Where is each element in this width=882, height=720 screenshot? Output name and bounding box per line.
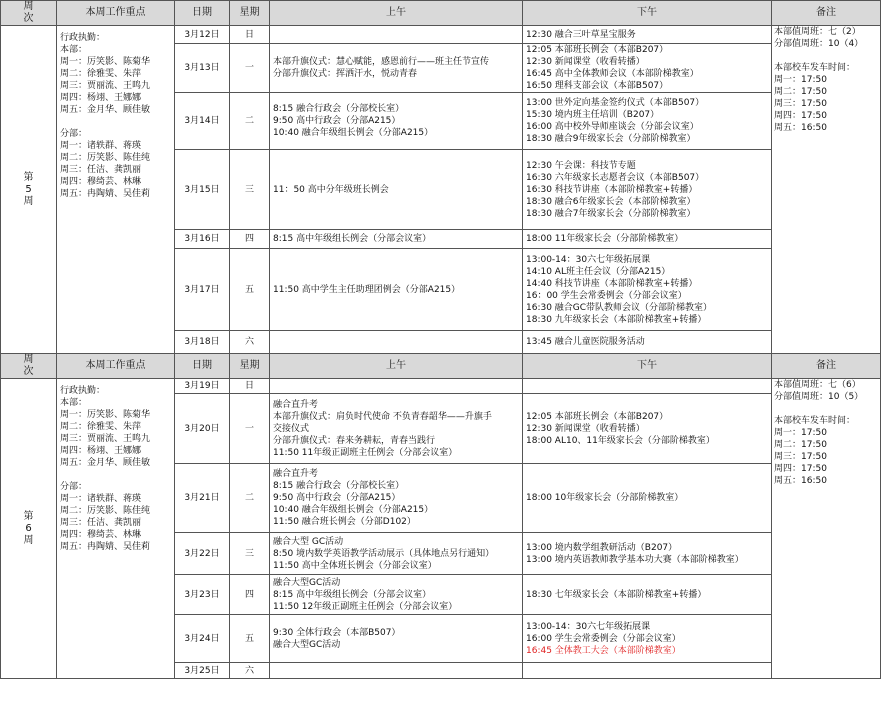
event-line: 13:45 融合儿童医院服务活动 xyxy=(526,337,645,347)
weekday-cell: 二 xyxy=(230,93,270,150)
event-line: 8:15 高中年级组长例会（分部会议室） xyxy=(273,589,432,600)
remark-line xyxy=(774,403,880,415)
duty-line: 周四：杨翊、王娜娜 xyxy=(60,446,142,456)
week-label: 第 6 周 xyxy=(1,379,57,679)
duty-line: 本部： xyxy=(60,45,88,55)
event-line: 融合大型GC活动 xyxy=(273,577,341,588)
duty-line: 周四：穆绮芸、林琳 xyxy=(60,177,142,187)
event-line: 18:30 融合6年级家长会（本部阶梯教室） xyxy=(526,196,696,207)
duty-line: 周四：杨翊、王娜娜 xyxy=(60,93,142,103)
morning-events xyxy=(270,93,523,150)
event-line: 融合大型 GC活动 xyxy=(273,536,344,547)
event-line: 16:30 六年级家长志愿者会议（本部B507） xyxy=(526,172,705,183)
duty-line: 周三：贾丽流、王鸣九 xyxy=(60,434,151,444)
date-cell: 3月20日 xyxy=(175,394,230,464)
duty-line: 分部： xyxy=(60,129,88,139)
weekday-cell: 六 xyxy=(230,663,270,679)
event-line: 融合直升考 xyxy=(273,399,319,410)
remark-header: 备注 xyxy=(772,1,881,26)
morning-events xyxy=(270,663,523,679)
focus-header: 本周工作重点 xyxy=(57,354,175,379)
afternoon-events xyxy=(523,394,772,464)
weekday-cell: 日 xyxy=(230,26,270,44)
header-row xyxy=(1,1,881,26)
remark-line: 周四：17:50 xyxy=(774,464,827,474)
date-cell: 3月17日 xyxy=(175,249,230,331)
morning-events xyxy=(270,394,523,464)
duty-line: 周五：金月华、顾佳敏 xyxy=(60,105,151,115)
event-line: 18:00 11年级家长会（分部阶梯教室） xyxy=(526,234,684,244)
event-line: 14:40 科技节讲座（本部阶梯教室+转播） xyxy=(526,278,698,289)
duty-line: 行政执勤： xyxy=(60,33,106,43)
weekday-cell: 一 xyxy=(230,394,270,464)
remarks xyxy=(772,26,881,354)
event-line: 16:45 高中全体教师会议（本部阶梯教室） xyxy=(526,69,699,79)
weekday-header: 星期 xyxy=(230,1,270,26)
event-line: 8:50 境内数学英语教学活动展示（具体地点另行通知） xyxy=(273,548,495,559)
event-line: 16:30 科技节讲座（本部阶梯教室+转播） xyxy=(526,184,698,195)
event-line: 10:40 融合年级组长例会（分部A215） xyxy=(273,128,434,138)
event-line: 9:50 高中行政会（分部A215） xyxy=(273,493,401,503)
duty-line: 周三：任洁、龚凯丽 xyxy=(60,165,142,175)
event-line: 12:30 午会课：科技节专题 xyxy=(526,160,636,171)
remark-line: 周三：17:50 xyxy=(774,99,827,109)
afternoon-events xyxy=(523,533,772,575)
duty-line: 分部： xyxy=(60,482,88,492)
duty-line: 周四：穆绮芸、林琳 xyxy=(60,530,142,540)
event-line: 12:30 新闻课堂（收看转播） xyxy=(526,57,645,67)
afternoon-events xyxy=(523,464,772,533)
afternoon-events xyxy=(523,230,772,249)
date-cell: 3月18日 xyxy=(175,331,230,354)
date-cell: 3月24日 xyxy=(175,615,230,663)
afternoon-events xyxy=(523,26,772,44)
morning-header: 上午 xyxy=(270,354,523,379)
remark-line: 本部值周班：七（2） xyxy=(774,27,861,37)
date-cell: 3月14日 xyxy=(175,93,230,150)
event-line: 16:00 学生会常委例会（分部会议室） xyxy=(526,633,681,644)
focus-header: 本周工作重点 xyxy=(57,1,175,26)
event-line: 13:00 境内数学组教研活动（B207） xyxy=(526,542,678,553)
event-line: 18:30 九年级家长会（本部阶梯教室+转播） xyxy=(526,314,707,325)
afternoon-header: 下午 xyxy=(523,354,772,379)
remark-line: 周一：17:50 xyxy=(774,75,827,85)
weekday-cell: 四 xyxy=(230,230,270,249)
date-cell: 3月12日 xyxy=(175,26,230,44)
event-line: 融合直升考 xyxy=(273,469,319,479)
event-line: 11:50 11年级正副班主任例会（分部会议室） xyxy=(273,447,458,458)
remark-line: 本部值周班：七（6） xyxy=(774,380,861,390)
morning-header: 上午 xyxy=(270,1,523,26)
remark-line: 周一：17:50 xyxy=(774,428,827,438)
date-cell: 3月25日 xyxy=(175,663,230,679)
duty-line: 行政执勤： xyxy=(60,386,106,396)
weekday-header: 星期 xyxy=(230,354,270,379)
date-cell: 3月21日 xyxy=(175,464,230,533)
event-line-highlight: 16:45 全体教工大会（本部阶梯教室） xyxy=(526,645,681,656)
afternoon-events xyxy=(523,575,772,615)
event-line: 18:00 10年级家长会（分部阶梯教室） xyxy=(526,493,684,503)
remark-line: 周三：17:50 xyxy=(774,452,827,462)
morning-events xyxy=(270,150,523,230)
duty-line: 周三：任洁、龚凯丽 xyxy=(60,518,142,528)
weekday-cell: 四 xyxy=(230,575,270,615)
morning-events xyxy=(270,26,523,44)
afternoon-events xyxy=(523,150,772,230)
event-line: 12:30 融合三叶草星宝服务 xyxy=(526,29,636,40)
weekday-cell: 五 xyxy=(230,249,270,331)
remark-line: 周二：17:50 xyxy=(774,440,827,450)
duty-line: 周一：厉笑影、陈菊华 xyxy=(60,410,151,420)
afternoon-events xyxy=(523,379,772,394)
event-line: 18:30 融合9年级家长会（分部阶梯教室） xyxy=(526,134,696,144)
date-cell: 3月23日 xyxy=(175,575,230,615)
date-cell: 3月19日 xyxy=(175,379,230,394)
duty-line: 周二：徐雅雯、朱萍 xyxy=(60,422,142,432)
date-cell: 3月16日 xyxy=(175,230,230,249)
duty-roster xyxy=(57,379,175,679)
event-line: 12:30 新闻课堂（收看转播） xyxy=(526,423,645,434)
afternoon-events xyxy=(523,93,772,150)
event-line: 15:30 境内班主任培训（B207） xyxy=(526,110,660,120)
duty-line: 周二：厉笑影、陈佳纯 xyxy=(60,153,151,163)
morning-events xyxy=(270,230,523,249)
event-line: 分部升旗仪式：春来务耕耘，青春当践行 xyxy=(273,435,436,446)
duty-line: 周一：诸轶群、蒋瑛 xyxy=(60,141,142,151)
event-line: 9:30 全体行政会（本部B507） xyxy=(273,627,401,638)
duty-line: 周二：徐雅雯、朱萍 xyxy=(60,69,142,79)
duty-line: 周一：厉笑影、陈菊华 xyxy=(60,57,151,67)
remark-line: 周五：16:50 xyxy=(774,123,827,133)
remark-line: 本部校车发车时间： xyxy=(774,63,856,73)
morning-events xyxy=(270,533,523,575)
event-line: 8:15 融合行政会（分部校长室） xyxy=(273,104,405,114)
event-line: 13:00 境内英语教师教学基本功大赛（本部阶梯教室） xyxy=(526,554,744,565)
morning-events xyxy=(270,249,523,331)
week-header: 周 次 xyxy=(1,354,57,379)
event-line: 本部升旗仪式：肩负时代使命 不负青春韶华——升旗手 xyxy=(273,411,492,422)
weekday-cell: 六 xyxy=(230,331,270,354)
afternoon-events xyxy=(523,663,772,679)
event-line: 18:00 AL10、11年级家长会（分部阶梯教室） xyxy=(526,435,715,446)
event-line: 13:00-14：30六七年级拓展课 xyxy=(526,621,651,632)
event-line: 16:50 理科支部会议（本部B507） xyxy=(526,81,669,91)
date-cell: 3月13日 xyxy=(175,44,230,93)
duty-line: 周五：冉陶婧、吴佳莉 xyxy=(60,189,151,199)
event-line: 12:05 本部班长例会（本部B207） xyxy=(526,45,669,55)
weekday-cell: 二 xyxy=(230,464,270,533)
weekday-cell: 五 xyxy=(230,615,270,663)
date-header: 日期 xyxy=(175,354,230,379)
duty-line: 周三：贾丽流、王鸣九 xyxy=(60,81,151,91)
event-line: 16:00 高中校外导师座谈会（分部会议室） xyxy=(526,122,699,132)
event-line: 11：50 高中分年级班长例会 xyxy=(273,184,389,195)
header-row xyxy=(1,354,881,379)
duty-line: 周五：冉陶婧、吴佳莉 xyxy=(60,542,151,552)
event-line: 12:05 本部班长例会（本部B207） xyxy=(526,411,669,422)
date-header: 日期 xyxy=(175,1,230,26)
duty-line: 周二：厉笑影、陈佳纯 xyxy=(60,506,151,516)
week-label: 第 5 周 xyxy=(1,26,57,354)
morning-events xyxy=(270,615,523,663)
day-row xyxy=(1,26,881,44)
remarks xyxy=(772,379,881,679)
afternoon-events xyxy=(523,331,772,354)
duty-line: 周五：金月华、顾佳敏 xyxy=(60,458,151,468)
duty-line: 本部： xyxy=(60,398,88,408)
weekday-cell: 三 xyxy=(230,150,270,230)
remark-line: 周四：17:50 xyxy=(774,111,827,121)
morning-events xyxy=(270,464,523,533)
event-line: 10:40 融合年级组长例会（分部A215） xyxy=(273,505,434,515)
remark-header: 备注 xyxy=(772,354,881,379)
event-line: 融合大型GC活动 xyxy=(273,639,341,650)
afternoon-events xyxy=(523,249,772,331)
date-cell: 3月15日 xyxy=(175,150,230,230)
week-header: 周 次 xyxy=(1,1,57,26)
day-row xyxy=(1,379,881,394)
duty-line xyxy=(60,469,174,481)
event-line: 14:10 AL班主任会议（分部A215） xyxy=(526,266,671,277)
duty-line: 周一：诸轶群、蒋瑛 xyxy=(60,494,142,504)
duty-line xyxy=(60,116,174,128)
morning-events xyxy=(270,331,523,354)
remark-line: 周二：17:50 xyxy=(774,87,827,97)
morning-events xyxy=(270,44,523,93)
morning-events xyxy=(270,575,523,615)
remark-line: 分部值周班：10（4） xyxy=(774,39,864,49)
event-line: 8:15 高中年级组长例会（分部会议室） xyxy=(273,234,432,244)
weekday-cell: 日 xyxy=(230,379,270,394)
date-cell: 3月22日 xyxy=(175,533,230,575)
event-line: 11:50 高中学生主任助理团例会（分部A215） xyxy=(273,284,461,295)
weekday-cell: 一 xyxy=(230,44,270,93)
event-line: 9:50 高中行政会（分部A215） xyxy=(273,116,401,126)
event-line: 8:15 融合行政会（分部校长室） xyxy=(273,481,405,491)
event-line: 16：00 学生会常委例会（分部会议室） xyxy=(526,290,687,301)
remark-line xyxy=(774,50,880,62)
remark-line: 本部校车发车时间： xyxy=(774,416,856,426)
event-line: 11:50 融合班长例会（分部D102） xyxy=(273,517,416,527)
event-line: 18:30 融合7年级家长会（分部阶梯教室） xyxy=(526,208,696,219)
event-line: 11:50 12年级正副班主任例会（分部会议室） xyxy=(273,601,458,612)
event-line: 本部升旗仪式：慧心赋能，感恩前行——班主任节宣传 xyxy=(273,57,490,67)
remark-line: 分部值周班：10（5） xyxy=(774,392,864,402)
event-line: 13:00 世外定向基金签约仪式（本部B507） xyxy=(526,98,705,108)
morning-events xyxy=(270,379,523,394)
event-line: 18:30 七年级家长会（本部阶梯教室+转播） xyxy=(526,589,707,600)
duty-roster xyxy=(57,26,175,354)
afternoon-events xyxy=(523,615,772,663)
event-line: 交接仪式 xyxy=(273,423,310,434)
afternoon-events xyxy=(523,44,772,93)
event-line: 11:50 高中全体班长例会（分部会议室） xyxy=(273,560,437,571)
weekday-cell: 三 xyxy=(230,533,270,575)
afternoon-header: 下午 xyxy=(523,1,772,26)
event-line: 13:00-14：30六七年级拓展课 xyxy=(526,254,651,265)
remark-line: 周五：16:50 xyxy=(774,476,827,486)
event-line: 分部升旗仪式：挥洒汗水，悦动青春 xyxy=(273,69,418,79)
event-line: 16:30 融合GC带队教师会议（分部阶梯教室） xyxy=(526,302,713,313)
